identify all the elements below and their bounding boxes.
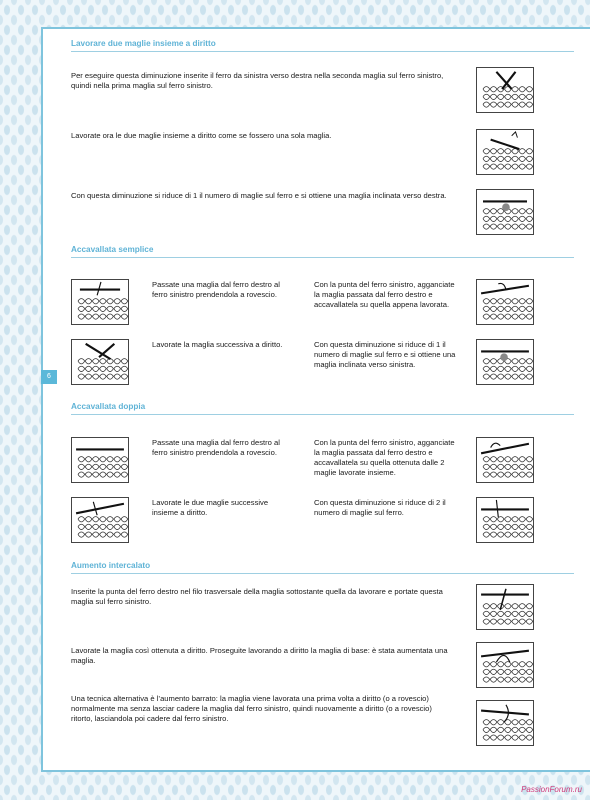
knitting-stitch-illustration-icon	[476, 129, 534, 175]
aumento-step-3-text: Una tecnica alternativa è l’aumento barrato: la maglia viene lavorata una prima volta a diritto (o a rovescio) normalmente ma senza lasciar cadere la maglia dal ferro sinistro, quindi nuovamente a diritto (o a rovescio) ritorto, lasciandola poi cadere dal ferro sinistro.	[71, 694, 432, 723]
manual-page	[41, 27, 590, 772]
section-title-accavallata-doppia: Accavallata doppia	[71, 402, 146, 411]
k2tog-step-2-text: Lavorate ora le due maglie insieme a diritto come se fossero una sola maglia.	[71, 131, 332, 140]
section-divider	[71, 257, 574, 258]
doppia-step-4-text: Con questa diminuzione si riduce di 2 il numero di maglie sul ferro.	[314, 498, 446, 517]
doppia-step-2-text: Con la punta del ferro sinistro, agganciate la maglia passata dal ferro destro e accavallatela su quella ottenuta dalle 2 maglie lavorate insieme.	[314, 438, 455, 477]
knitting-stitch-illustration-icon	[476, 279, 534, 325]
knitting-stitch-illustration-icon	[476, 339, 534, 385]
k2tog-step-3-text: Con questa diminuzione si riduce di 1 il numero di maglie sul ferro e si ottiene una maglia inclinata verso destra.	[71, 191, 447, 200]
k2tog-step-1-text: Per eseguire questa diminuzione inserite il ferro da sinistra verso destra nella seconda maglia sul ferro sinistro, quindi nella prima maglia sul ferro sinistro.	[71, 71, 444, 90]
semplice-step-1-text: Passate una maglia dal ferro destro al ferro sinistro prendendola a rovescio.	[152, 280, 280, 299]
doppia-step-3-text: Lavorate le due maglie successive insieme a diritto.	[152, 498, 269, 517]
knitting-stitch-illustration-icon	[476, 497, 534, 543]
section-divider	[71, 414, 574, 415]
knitting-stitch-illustration-icon	[476, 189, 534, 235]
knitting-stitch-illustration-icon	[71, 279, 129, 325]
knitting-stitch-illustration-icon	[71, 339, 129, 385]
knitting-stitch-illustration-icon	[71, 437, 129, 483]
semplice-step-2-text: Con la punta del ferro sinistro, agganciate la maglia passata dal ferro destro e accavallatela su quella appena lavorata.	[314, 280, 455, 309]
section-title-accavallata-semplice: Accavallata semplice	[71, 245, 154, 254]
knitting-stitch-illustration-icon	[476, 67, 534, 113]
section-title-k2tog: Lavorare due maglie insieme a diritto	[71, 39, 216, 48]
page-number: 6	[41, 370, 57, 384]
semplice-step-3-text: Lavorate la maglia successiva a diritto.	[152, 340, 283, 349]
knitting-stitch-illustration-icon	[71, 497, 129, 543]
aumento-step-2-text: Lavorate la maglia così ottenuta a diritto. Proseguite lavorando a diritto la maglia di base: è stata aumentata una maglia.	[71, 646, 448, 665]
knitting-stitch-illustration-icon	[476, 437, 534, 483]
doppia-step-1-text: Passate una maglia dal ferro destro al ferro sinistro prendendola a rovescio.	[152, 438, 280, 457]
knitting-stitch-illustration-icon	[476, 584, 534, 630]
section-divider	[71, 51, 574, 52]
section-divider	[71, 573, 574, 574]
credit-watermark: PassionForum.ru	[521, 785, 582, 794]
aumento-step-1-text: Inserite la punta del ferro destro nel filo trasversale della maglia sottostante quella da lavorare e portate questa maglia sul ferro sinistro.	[71, 587, 443, 606]
semplice-step-4-text: Con questa diminuzione si riduce di 1 il numero di maglie sul ferro e si ottiene una maglia inclinata verso sinistra.	[314, 340, 456, 369]
knitting-stitch-illustration-icon	[476, 642, 534, 688]
knitting-stitch-illustration-icon	[476, 700, 534, 746]
section-title-aumento-intercalato: Aumento intercalato	[71, 561, 151, 570]
